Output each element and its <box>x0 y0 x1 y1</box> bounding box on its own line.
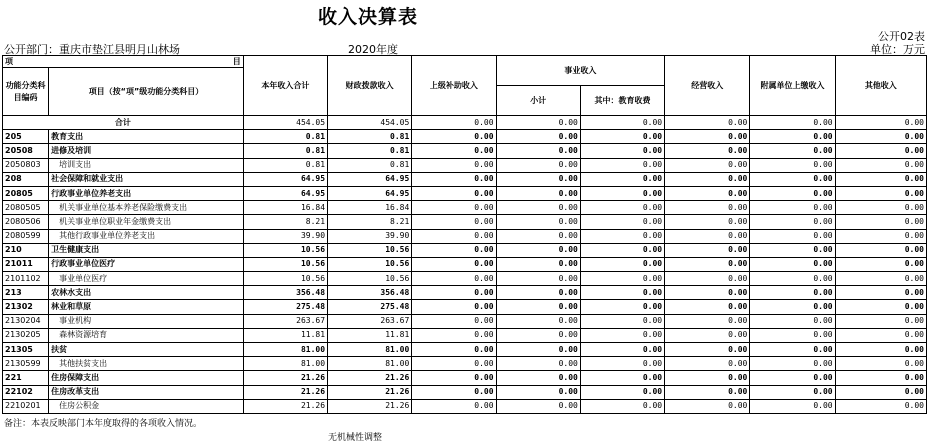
row-value: 0.00 <box>750 158 835 172</box>
row-value: 10.56 <box>328 272 412 286</box>
row-value: 10.56 <box>243 257 327 271</box>
table-body <box>3 116 927 414</box>
header-fiscal: 财政拨款收入 <box>328 56 412 116</box>
row-value: 0.00 <box>412 399 496 413</box>
row-code: 2080506 <box>3 215 49 229</box>
row-value: 21.26 <box>328 371 412 385</box>
row-value: 0.81 <box>243 144 327 158</box>
header-item <box>3 56 244 68</box>
row-value: 0.00 <box>496 286 580 300</box>
row-value: 0.00 <box>665 328 750 342</box>
row-value: 0.00 <box>496 314 580 328</box>
row-name: 卫生健康支出 <box>49 243 244 257</box>
row-value: 0.00 <box>496 144 580 158</box>
row-value: 0.00 <box>835 399 926 413</box>
row-value: 0.00 <box>835 314 926 328</box>
row-value: 0.00 <box>665 399 750 413</box>
row-value: 0.00 <box>665 215 750 229</box>
row-value: 0.00 <box>835 215 926 229</box>
row-value: 0.00 <box>750 229 835 243</box>
form-number: 公开02表 <box>878 30 925 43</box>
row-value: 0.00 <box>750 172 835 186</box>
table-row <box>3 257 927 271</box>
table-row <box>3 172 927 186</box>
row-value: 39.90 <box>328 229 412 243</box>
row-code: 205 <box>3 130 49 144</box>
header-item-right: 目 <box>232 56 241 66</box>
income-table <box>2 55 927 414</box>
row-value: 21.26 <box>328 385 412 399</box>
row-value: 0.00 <box>580 272 664 286</box>
row-value: 0.00 <box>412 314 496 328</box>
row-value: 0.00 <box>496 172 580 186</box>
table-row <box>3 130 927 144</box>
row-code: 2130599 <box>3 357 49 371</box>
row-value: 0.00 <box>835 144 926 158</box>
row-value: 0.00 <box>580 116 664 130</box>
page-title: 收入决算表 <box>318 6 419 28</box>
row-value: 0.00 <box>496 357 580 371</box>
row-value: 0.00 <box>412 229 496 243</box>
row-value: 263.67 <box>243 314 327 328</box>
row-value: 0.00 <box>412 257 496 271</box>
row-value: 0.00 <box>412 243 496 257</box>
row-code: 22102 <box>3 385 49 399</box>
row-name: 事业单位医疗 <box>49 272 244 286</box>
row-value: 0.00 <box>750 314 835 328</box>
row-value: 0.00 <box>835 186 926 200</box>
row-value: 0.00 <box>835 385 926 399</box>
row-value: 0.00 <box>496 243 580 257</box>
row-value: 0.00 <box>835 300 926 314</box>
table-row <box>3 243 927 257</box>
row-value: 0.00 <box>580 300 664 314</box>
row-name: 农林水支出 <box>49 286 244 300</box>
row-name: 事业机构 <box>49 314 244 328</box>
row-value: 0.00 <box>580 286 664 300</box>
row-value: 0.00 <box>496 399 580 413</box>
header-upper: 上级补助收入 <box>412 56 496 116</box>
row-value: 0.00 <box>580 399 664 413</box>
row-value: 0.81 <box>243 158 327 172</box>
row-value: 0.00 <box>835 229 926 243</box>
row-value: 454.05 <box>328 116 412 130</box>
row-value: 0.00 <box>835 272 926 286</box>
footer-text: 无机械性调整 <box>328 433 383 443</box>
header-total: 本年收入合计 <box>243 56 327 116</box>
row-value: 0.00 <box>496 257 580 271</box>
row-value: 0.00 <box>412 300 496 314</box>
row-value: 0.00 <box>412 385 496 399</box>
row-code: 21302 <box>3 300 49 314</box>
row-value: 0.00 <box>496 215 580 229</box>
row-value: 0.00 <box>835 243 926 257</box>
row-value: 0.81 <box>328 130 412 144</box>
row-value: 0.00 <box>496 343 580 357</box>
table-row <box>3 272 927 286</box>
row-value: 0.00 <box>580 158 664 172</box>
row-code: 20805 <box>3 186 49 200</box>
table-row <box>3 385 927 399</box>
row-value: 0.00 <box>412 272 496 286</box>
table-row <box>3 186 927 200</box>
row-value: 0.00 <box>750 243 835 257</box>
header-code: 功能分类科目编码 <box>3 68 49 116</box>
row-value: 0.00 <box>835 371 926 385</box>
row-value: 0.00 <box>665 158 750 172</box>
row-name: 住房公积金 <box>49 399 244 413</box>
row-value: 21.26 <box>328 399 412 413</box>
row-value: 0.00 <box>580 243 664 257</box>
row-name: 社会保障和就业支出 <box>49 172 244 186</box>
row-value: 0.00 <box>835 286 926 300</box>
row-value: 0.00 <box>750 186 835 200</box>
row-value: 8.21 <box>328 215 412 229</box>
header-other: 其他收入 <box>835 56 926 116</box>
row-value: 10.56 <box>243 243 327 257</box>
department-label: 公开部门：重庆市垫江县明月山林场 <box>4 43 180 56</box>
row-value: 0.00 <box>835 328 926 342</box>
row-name: 其他行政事业单位养老支出 <box>49 229 244 243</box>
row-value: 21.26 <box>243 371 327 385</box>
row-value: 0.00 <box>580 229 664 243</box>
row-value: 0.00 <box>412 158 496 172</box>
row-value: 0.00 <box>750 399 835 413</box>
row-value: 0.00 <box>665 314 750 328</box>
header-edu: 其中：教育收费 <box>580 86 664 116</box>
row-value: 0.00 <box>750 300 835 314</box>
table-row <box>3 201 927 215</box>
row-code: 2080599 <box>3 229 49 243</box>
row-value: 0.00 <box>496 116 580 130</box>
unit-label: 单位：万元 <box>870 43 925 56</box>
row-value: 0.00 <box>665 343 750 357</box>
row-value: 0.00 <box>750 343 835 357</box>
row-value: 21.26 <box>243 385 327 399</box>
row-value: 0.00 <box>665 243 750 257</box>
row-code: 213 <box>3 286 49 300</box>
row-code: 20508 <box>3 144 49 158</box>
row-value: 0.00 <box>580 314 664 328</box>
row-value: 0.00 <box>835 158 926 172</box>
row-name: 住房保障支出 <box>49 371 244 385</box>
row-value: 0.00 <box>412 286 496 300</box>
row-value: 0.00 <box>412 130 496 144</box>
row-value: 0.00 <box>665 130 750 144</box>
row-value: 0.00 <box>750 272 835 286</box>
row-value: 0.00 <box>580 215 664 229</box>
row-value: 0.00 <box>665 272 750 286</box>
row-code: 2101102 <box>3 272 49 286</box>
row-code: 2210201 <box>3 399 49 413</box>
row-value: 0.81 <box>328 144 412 158</box>
row-value: 0.00 <box>835 201 926 215</box>
table-row <box>3 300 927 314</box>
row-name: 机关事业单位基本养老保险缴费支出 <box>49 201 244 215</box>
row-value: 0.00 <box>835 357 926 371</box>
row-code: 2130204 <box>3 314 49 328</box>
row-code: 2050803 <box>3 158 49 172</box>
table-row <box>3 144 927 158</box>
row-value: 0.00 <box>496 328 580 342</box>
row-value: 16.84 <box>243 201 327 215</box>
table-row <box>3 371 927 385</box>
row-value: 0.00 <box>665 357 750 371</box>
row-value: 454.05 <box>243 116 327 130</box>
row-value: 0.00 <box>580 357 664 371</box>
row-value: 21.26 <box>243 399 327 413</box>
row-value: 39.90 <box>243 229 327 243</box>
row-value: 64.95 <box>243 172 327 186</box>
row-value: 11.81 <box>328 328 412 342</box>
row-value: 0.00 <box>665 371 750 385</box>
row-value: 16.84 <box>328 201 412 215</box>
row-value: 10.56 <box>328 257 412 271</box>
row-value: 64.95 <box>328 172 412 186</box>
row-value: 0.00 <box>750 385 835 399</box>
row-value: 0.00 <box>496 229 580 243</box>
table-row <box>3 357 927 371</box>
row-name: 进修及培训 <box>49 144 244 158</box>
row-value: 0.00 <box>750 371 835 385</box>
row-value: 0.00 <box>580 343 664 357</box>
row-value: 0.00 <box>750 286 835 300</box>
row-name: 合计 <box>3 116 244 130</box>
row-value: 81.00 <box>243 343 327 357</box>
header-name: 项目（按“项”级功能分类科目） <box>49 68 244 116</box>
row-value: 0.81 <box>328 158 412 172</box>
row-name: 森林资源培育 <box>49 328 244 342</box>
row-value: 0.00 <box>580 385 664 399</box>
row-value: 0.00 <box>835 130 926 144</box>
row-value: 0.00 <box>496 371 580 385</box>
row-value: 0.00 <box>580 371 664 385</box>
row-value: 0.00 <box>496 272 580 286</box>
row-value: 0.00 <box>665 186 750 200</box>
row-value: 0.00 <box>665 172 750 186</box>
row-value: 0.81 <box>243 130 327 144</box>
row-value: 81.00 <box>328 343 412 357</box>
row-value: 0.00 <box>496 158 580 172</box>
row-code: 2130205 <box>3 328 49 342</box>
row-code: 208 <box>3 172 49 186</box>
row-name: 行政事业单位医疗 <box>49 257 244 271</box>
row-value: 0.00 <box>412 186 496 200</box>
row-value: 0.00 <box>665 300 750 314</box>
row-name: 教育支出 <box>49 130 244 144</box>
row-value: 356.48 <box>328 286 412 300</box>
year-label: 2020年度 <box>348 43 398 56</box>
row-value: 0.00 <box>496 385 580 399</box>
table-note: 备注：本表反映部门本年度取得的各项收入情况。 <box>4 419 203 429</box>
row-value: 0.00 <box>665 385 750 399</box>
row-value: 0.00 <box>665 201 750 215</box>
row-value: 0.00 <box>412 371 496 385</box>
row-value: 0.00 <box>580 328 664 342</box>
row-value: 10.56 <box>328 243 412 257</box>
table-row <box>3 158 927 172</box>
row-value: 0.00 <box>665 144 750 158</box>
row-name: 其他扶贫支出 <box>49 357 244 371</box>
row-value: 0.00 <box>750 215 835 229</box>
row-value: 275.48 <box>328 300 412 314</box>
row-value: 0.00 <box>580 257 664 271</box>
table-header <box>3 56 927 116</box>
row-value: 0.00 <box>750 116 835 130</box>
row-value: 0.00 <box>750 144 835 158</box>
row-name: 培训支出 <box>49 158 244 172</box>
table-row <box>3 215 927 229</box>
row-value: 81.00 <box>328 357 412 371</box>
row-value: 0.00 <box>835 343 926 357</box>
row-value: 0.00 <box>496 186 580 200</box>
row-name: 林业和草原 <box>49 300 244 314</box>
table-row <box>3 343 927 357</box>
row-value: 0.00 <box>750 357 835 371</box>
row-value: 10.56 <box>243 272 327 286</box>
row-value: 263.67 <box>328 314 412 328</box>
row-value: 356.48 <box>243 286 327 300</box>
header-operate: 经营收入 <box>665 56 750 116</box>
row-name: 扶贫 <box>49 343 244 357</box>
row-value: 0.00 <box>412 343 496 357</box>
row-value: 0.00 <box>412 328 496 342</box>
row-value: 0.00 <box>412 116 496 130</box>
row-value: 0.00 <box>665 257 750 271</box>
table-row <box>3 229 927 243</box>
row-value: 0.00 <box>580 201 664 215</box>
row-value: 8.21 <box>243 215 327 229</box>
row-value: 0.00 <box>412 144 496 158</box>
row-value: 0.00 <box>835 116 926 130</box>
table-row <box>3 286 927 300</box>
row-value: 0.00 <box>496 201 580 215</box>
row-code: 2080505 <box>3 201 49 215</box>
row-value: 64.95 <box>243 186 327 200</box>
table-row <box>3 328 927 342</box>
row-value: 0.00 <box>412 172 496 186</box>
row-value: 275.48 <box>243 300 327 314</box>
row-value: 0.00 <box>412 357 496 371</box>
row-value: 0.00 <box>580 186 664 200</box>
row-value: 64.95 <box>328 186 412 200</box>
row-value: 81.00 <box>243 357 327 371</box>
header-subtotal: 小计 <box>496 86 580 116</box>
header-business: 事业收入 <box>496 56 665 86</box>
row-value: 0.00 <box>496 300 580 314</box>
table-row <box>3 314 927 328</box>
row-value: 0.00 <box>750 130 835 144</box>
row-value: 11.81 <box>243 328 327 342</box>
row-value: 0.00 <box>496 130 580 144</box>
row-value: 0.00 <box>835 257 926 271</box>
row-code: 21011 <box>3 257 49 271</box>
row-value: 0.00 <box>750 257 835 271</box>
row-code: 21305 <box>3 343 49 357</box>
row-value: 0.00 <box>750 201 835 215</box>
row-value: 0.00 <box>665 116 750 130</box>
row-name: 行政事业单位养老支出 <box>49 186 244 200</box>
row-name: 住房改革支出 <box>49 385 244 399</box>
row-value: 0.00 <box>580 144 664 158</box>
row-name: 机关事业单位职业年金缴费支出 <box>49 215 244 229</box>
header-affiliate: 附属单位上缴收入 <box>750 56 835 116</box>
table-row <box>3 399 927 413</box>
row-value: 0.00 <box>835 172 926 186</box>
row-value: 0.00 <box>665 286 750 300</box>
row-code: 221 <box>3 371 49 385</box>
row-value: 0.00 <box>580 130 664 144</box>
row-value: 0.00 <box>665 229 750 243</box>
row-value: 0.00 <box>580 172 664 186</box>
header-item-left: 项 <box>5 56 13 66</box>
table-row <box>3 116 927 130</box>
row-value: 0.00 <box>412 215 496 229</box>
row-value: 0.00 <box>750 328 835 342</box>
row-code: 210 <box>3 243 49 257</box>
row-value: 0.00 <box>412 201 496 215</box>
